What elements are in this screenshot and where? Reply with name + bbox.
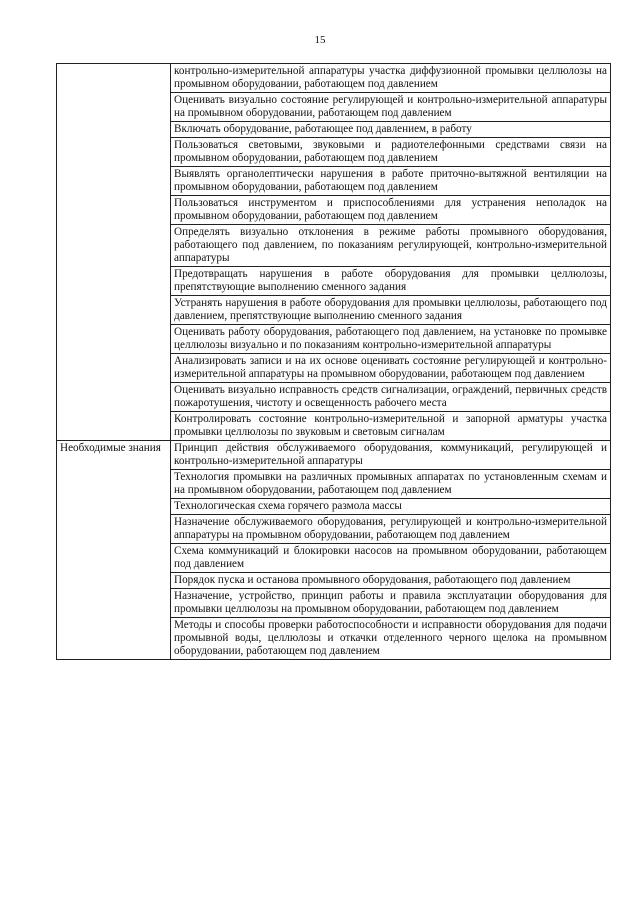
skill-item: Контролировать состояние контрольно-измерительной и запорной арматуры участка промывки целлюлозы по звуковым и световым сигналам — [171, 412, 611, 441]
skill-item: Оценивать визуально состояние регулирующей и контрольно-измерительной аппаратуры на промывном оборудовании, работающем под давлением — [171, 93, 611, 122]
skill-item: Оценивать визуально исправность средств сигнализации, ограждений, первичных средств пожаротушения, чистоту и освещенность рабочего места — [171, 383, 611, 412]
page-number: 15 — [314, 34, 326, 46]
requirements-table — [56, 63, 611, 660]
skill-item: Выявлять органолептически нарушения в работе приточно-вытяжной вентиляции на промывном оборудовании, работающем под давлением — [171, 167, 611, 196]
skill-item: контрольно-измерительной аппаратуры участка диффузионной промывки целлюлозы на промывном оборудовании, работающем под давлением — [171, 64, 611, 93]
knowledge-item: Технологическая схема горячего размола массы — [171, 499, 611, 515]
skill-item: Пользоваться световыми, звуковыми и радиотелефонными средствами связи на промывном оборудовании, работающем под давлением — [171, 138, 611, 167]
table-row — [57, 441, 611, 470]
knowledge-label-cell — [57, 441, 171, 660]
skill-item: Пользоваться инструментом и приспособлениями для устранения неполадок на промывном оборудовании, работающем под давлением — [171, 196, 611, 225]
skills-label-cell — [57, 64, 171, 441]
skill-item: Включать оборудование, работающее под давлением, в работу — [171, 122, 611, 138]
knowledge-item: Технология промывки на различных промывных аппаратах по установленным схемам и на промывном оборудовании, работающем под давлением — [171, 470, 611, 499]
skill-item: Определять визуально отклонения в режиме работы промывного оборудования, работающего под давлением, по показаниям регулирующей, контрольно-измерительной аппаратуры — [171, 225, 611, 267]
skill-item: Оценивать работу оборудования, работающего под давлением, на установке по промывке целлюлозы визуально и по показаниям контрольно-измерительной аппаратуры — [171, 325, 611, 354]
table-row — [57, 64, 611, 93]
knowledge-label: Необходимые знания — [60, 442, 161, 454]
knowledge-item: Назначение обслуживаемого оборудования, регулирующей и контрольно-измерительной аппаратуры на промывном оборудовании, работающем под давлением — [171, 515, 611, 544]
knowledge-item: Методы и способы проверки работоспособности и исправности оборудования для подачи промывной воды, целлюлозы и откачки отделенного черного щелока на промывном оборудовании, работающем под давлением — [171, 618, 611, 660]
knowledge-item: Принцип действия обслуживаемого оборудования, коммуникаций, регулирующей и контрольно-измерительной аппаратуры — [171, 441, 611, 470]
skill-item: Анализировать записи и на их основе оценивать состояние регулирующей и контрольно-измерительной аппаратуры на промывном оборудовании, работающем под давлением — [171, 354, 611, 383]
knowledge-item: Порядок пуска и останова промывного оборудования, работающего под давлением — [171, 573, 611, 589]
knowledge-item: Схема коммуникаций и блокировки насосов на промывном оборудовании, работающем под давлением — [171, 544, 611, 573]
skill-item: Устранять нарушения в работе оборудования для промывки целлюлозы, работающего под давлением, препятствующие выполнению сменного задания — [171, 296, 611, 325]
knowledge-item: Назначение, устройство, принцип работы и правила эксплуатации оборудования для промывки целлюлозы на промывном оборудовании, работающем под давлением — [171, 589, 611, 618]
skill-item: Предотвращать нарушения в работе оборудования для промывки целлюлозы, препятствующие выполнению сменного задания — [171, 267, 611, 296]
